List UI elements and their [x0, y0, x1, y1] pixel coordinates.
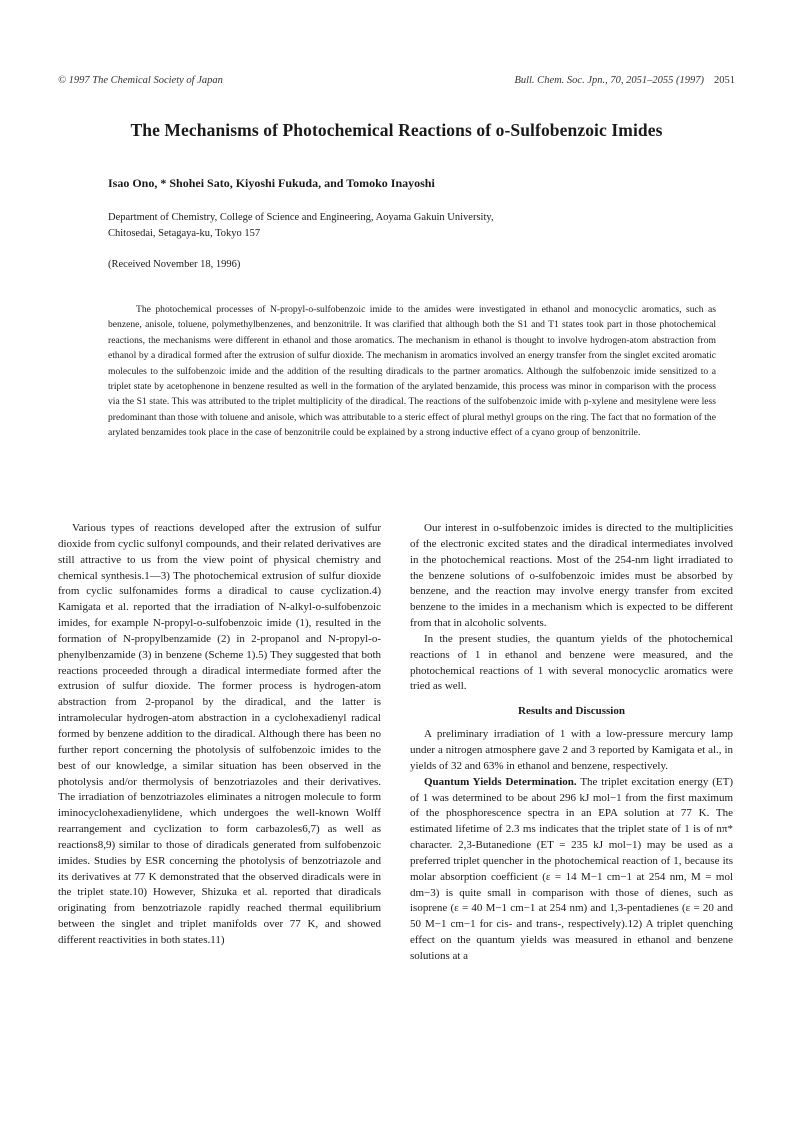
journal-citation: Bull. Chem. Soc. Jpn., 70, 2051–2055 (1997) — [514, 75, 704, 86]
run-in-heading: Quantum Yields Determination. — [424, 775, 577, 788]
page-number: 2051 — [714, 75, 735, 86]
section-heading: Results and Discussion — [518, 705, 625, 718]
right-column — [410, 521, 733, 965]
citation-line — [514, 75, 735, 86]
article-title: The Mechanisms of Photochemical Reactions of o-Sulfobenzoic Imides — [130, 120, 663, 140]
body-paragraph: A preliminary irradiation of 1 with a low-pressure mercury lamp under a nitrogen atmosphere gave 2 and 3 reported by Kamigata et al., in yields of 32 and 63% in ethanol and benzene, respectively. — [410, 728, 733, 772]
body-paragraph: Our interest in o-sulfobenzoic imides is directed to the multiplicities of the electronic excited states and the diradical intermediates involved in the photochemical reactions. Most of the 254-nm light irradiated to the benzene solutions of o-sulfobenzoic imides must be absorbed by benzene, and the reaction may involve energy transfer from excited benzene to the imides in a mechanism which is expected to be different from that in alcoholic solvents. — [410, 522, 733, 630]
affiliation-line-2: Chitosedai, Setagaya-ku, Tokyo 157 — [108, 228, 261, 239]
affiliation-line-1: Department of Chemistry, College of Science and Engineering, Aoyama Gakuin University, — [108, 212, 494, 223]
paragraph-text: The triplet excitation energy (ET) of 1 was determined to be about 296 kJ mol−1 from the first maximum of the phosphorescence spectra in an EPA solution at 77 K. The estimated lifetime of 2.3 ms indicates that the triplet state of 1 is of nπ* character. 2,3-Butanedione (ET = 235 kJ mol−1) may be used as a preferred triplet quencher in the photochemical reaction of 1, because its molar absorption coefficient (ε = 14 M−1 cm−1 at 254 nm, M = mol dm−3) is quite small in comparison with those of dienes, such as isoprene (ε = 40 M−1 cm−1 at 254 nm) and 1,3-pentadienes (ε = 20 and 50 M−1 cm−1 for cis- and trans-, respectively).12) A triplet quenching effect on the quantum yields was measured in ethanol and benzene solutions at a — [410, 775, 733, 962]
left-column — [58, 521, 381, 949]
running-head — [58, 75, 735, 86]
body-paragraph: Various types of reactions developed after the extrusion of sulfur dioxide from cyclic sulfonyl compounds, and their related derivatives are still attractive to us from the view point of physical chemistry and chemical synthesis.1—3) The photochemical extrusion of sulfur dioxide from cyclic sulfonamides forms a diradical to cause cyclization.4) Kamigata et al. reported that the irradiation of N-alkyl-o-sulfobenzoic imides, for example N-propyl-o-sulfobenzoic imide (1), resulted in the formation of N-propylbenzamide (2) in 2-propanol and N-propyl-o-phenylbenzamide (3) in benzene (Scheme 1).5) They suggested that both reactions proceeded through a diradical intermediate formed after the extrusion of sulfur dioxide. The former process is hydrogen-atom abstraction from 2-propanol by the diradical, and the latter is intramolecular hydrogen-atom abstraction in a cyclohexadienyl radical formed by benzene addition to the diradical. Although there has been no further report concerning the photolysis of sulfobenzoic imides to the best of our knowledge, a similar situation has been observed in the photolysis and/or thermolysis of benzotriazoles and their derivatives. The irradiation of benzotriazoles eliminates a nitrogen molecule to form iminocyclohexadienylidene, which undergoes the well-known Wolff rearrangement and cyclization to form carbazoles6,7) as well as reactions8,9) similar to those of diradicals generated from sulfobenzoic imides. Studies by ESR concerning the photolysis of benzotriazole and its derivatives at 77 K demonstrated that the observed diradicals were in the triplet state.10) However, Shizuka et al. reported that diradicals originating from benzotriazole rapidly reached thermal equilibrium between the singlet and triplet manifolds over 77 K, and showed different reactivities in both states.11) — [58, 522, 381, 946]
affiliation — [108, 210, 668, 242]
body-paragraph: In the present studies, the quantum yields of the photochemical reactions of 1 in ethanol and benzene were measured, and the photochemical reactions of 1 with several monocyclic aromatics were tried as well. — [410, 632, 733, 693]
abstract: The photochemical processes of N-propyl-o-sulfobenzoic imide to the amides were investigated in ethanol and monocyclic aromatics, such as benzene, anisole, toluene, polymethylbenzenes, and benzonitrile. It was clarified that although both the S1 and T1 states took part in those photochemical reactions, the mechanisms were different in ethanol and those aromatics. The mechanism in ethanol is thought to involve hydrogen-atom abstraction from ethanol by a diradical formed after the extrusion of sulfur dioxide. The mechanism in aromatics involved an energy transfer from the singlet excited aromatic molecules to the sulfobenzoic imide and the addition of the resulting diradicals to the partner aromatics. Although the sulfobenzoic imide sensitized to a triplet state by acetophenone in benzene resulted as well in the formation of the arylated benzamide, this process was minor in comparison with the process via the S1 state. This was attributed to the triplet multiplicity of the diradical. The reactions of the sulfobenzoic imide with p-xylene and mesitylene were less predominant than those with toluene and anisole, which was attributable to a steric effect of plural methyl groups on the ring. The fact that no formation of the arylated benzamides took place in the case of benzonitrile could be explained by a strong inductive effect of a cyano group of benzonitrile. — [108, 304, 716, 439]
author-list: Isao Ono, * Shohei Sato, Kiyoshi Fukuda, and Tomoko Inayoshi — [108, 176, 435, 190]
body-paragraph — [410, 775, 733, 965]
copyright-line: © 1997 The Chemical Society of Japan — [58, 75, 223, 86]
received-date: (Received November 18, 1996) — [108, 259, 241, 270]
